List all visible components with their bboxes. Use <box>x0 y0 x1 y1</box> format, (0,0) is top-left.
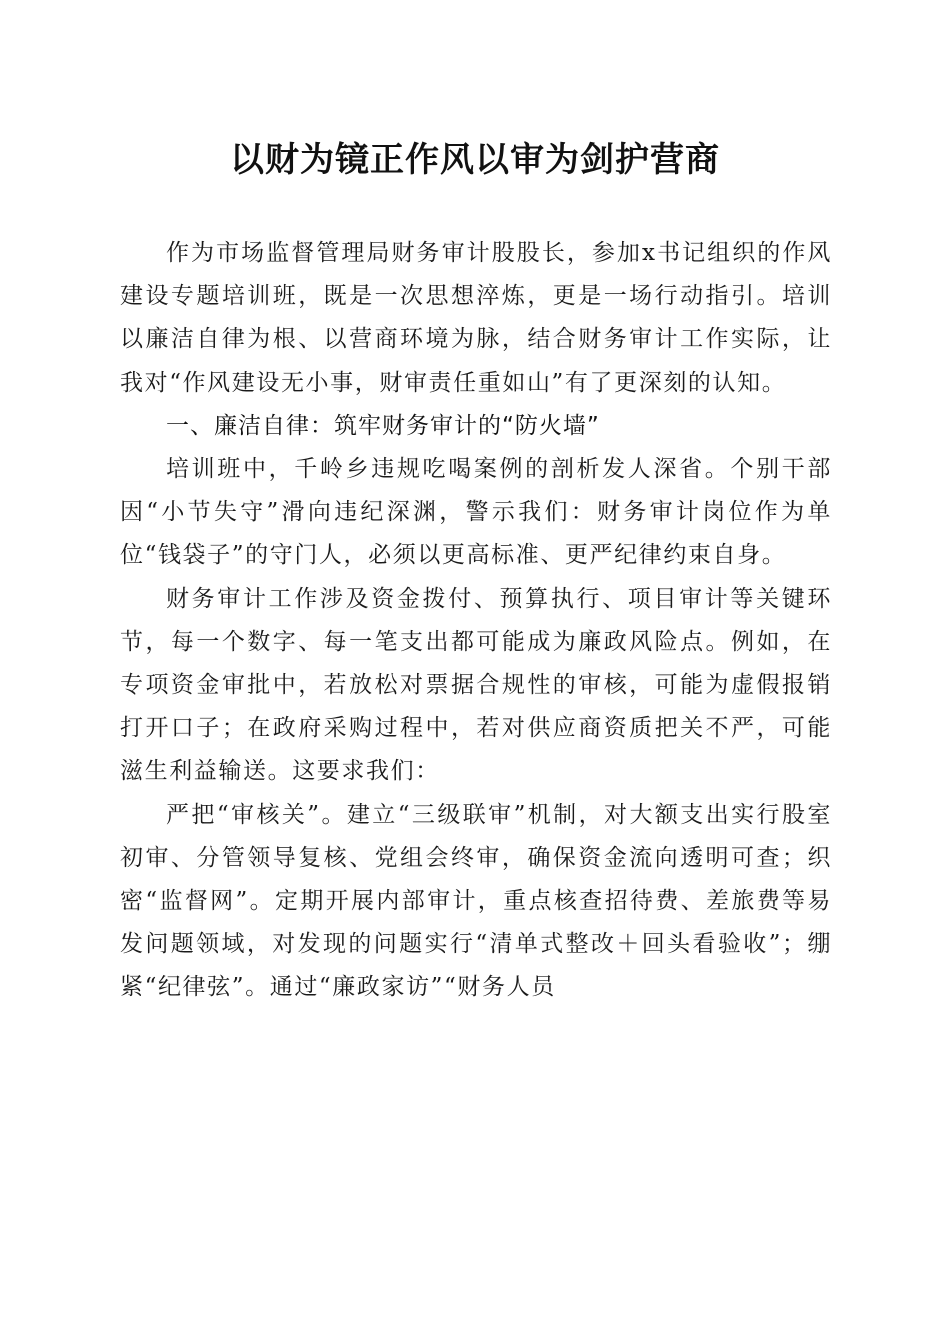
body-paragraph: 财务审计工作涉及资金拨付、预算执行、项目审计等关键环节，每一个数字、每一笔支出都可能成为廉政风险点。例如，在专项资金审批中，若放松对票据合规性的审核，可能为虚假报销打开口子；在政府采购过程中，若对供应商资质把关不严，可能滋生利益输送。这要求我们： <box>120 585 832 785</box>
document-title: 以财为镜正作风以审为剑护营商 <box>230 140 720 180</box>
section-heading: 一、廉洁自律：筑牢财务审计的“防火墙” <box>166 412 600 439</box>
document-body <box>120 232 832 1010</box>
intro-paragraph: 作为市场监督管理局财务审计股股长，参加x书记组织的作风建设专题培训班，既是一次思想淬炼，更是一场行动指引。培训以廉洁自律为根、以营商环境为脉，结合财务审计工作实际，让我对“作风建设无小事，财审责任重如山”有了更深刻的认知。 <box>120 240 832 396</box>
body-paragraph: 严把“审核关”。建立“三级联审”机制，对大额支出实行股室初审、分管领导复核、党组会终审，确保资金流向透明可查；织密“监督网”。定期开展内部审计，重点核查招待费、差旅费等易发问题领域，对发现的问题实行“清单式整改＋回头看验收”；绷紧“纪律弦”。通过“廉政家访”“财务人员 <box>120 801 832 1001</box>
body-paragraph: 培训班中，千岭乡违规吃喝案例的剖析发人深省。个别干部因“小节失守”滑向违纪深渊，警示我们：财务审计岗位作为单位“钱袋子”的守门人，必须以更高标准、更严纪律约束自身。 <box>120 456 832 569</box>
